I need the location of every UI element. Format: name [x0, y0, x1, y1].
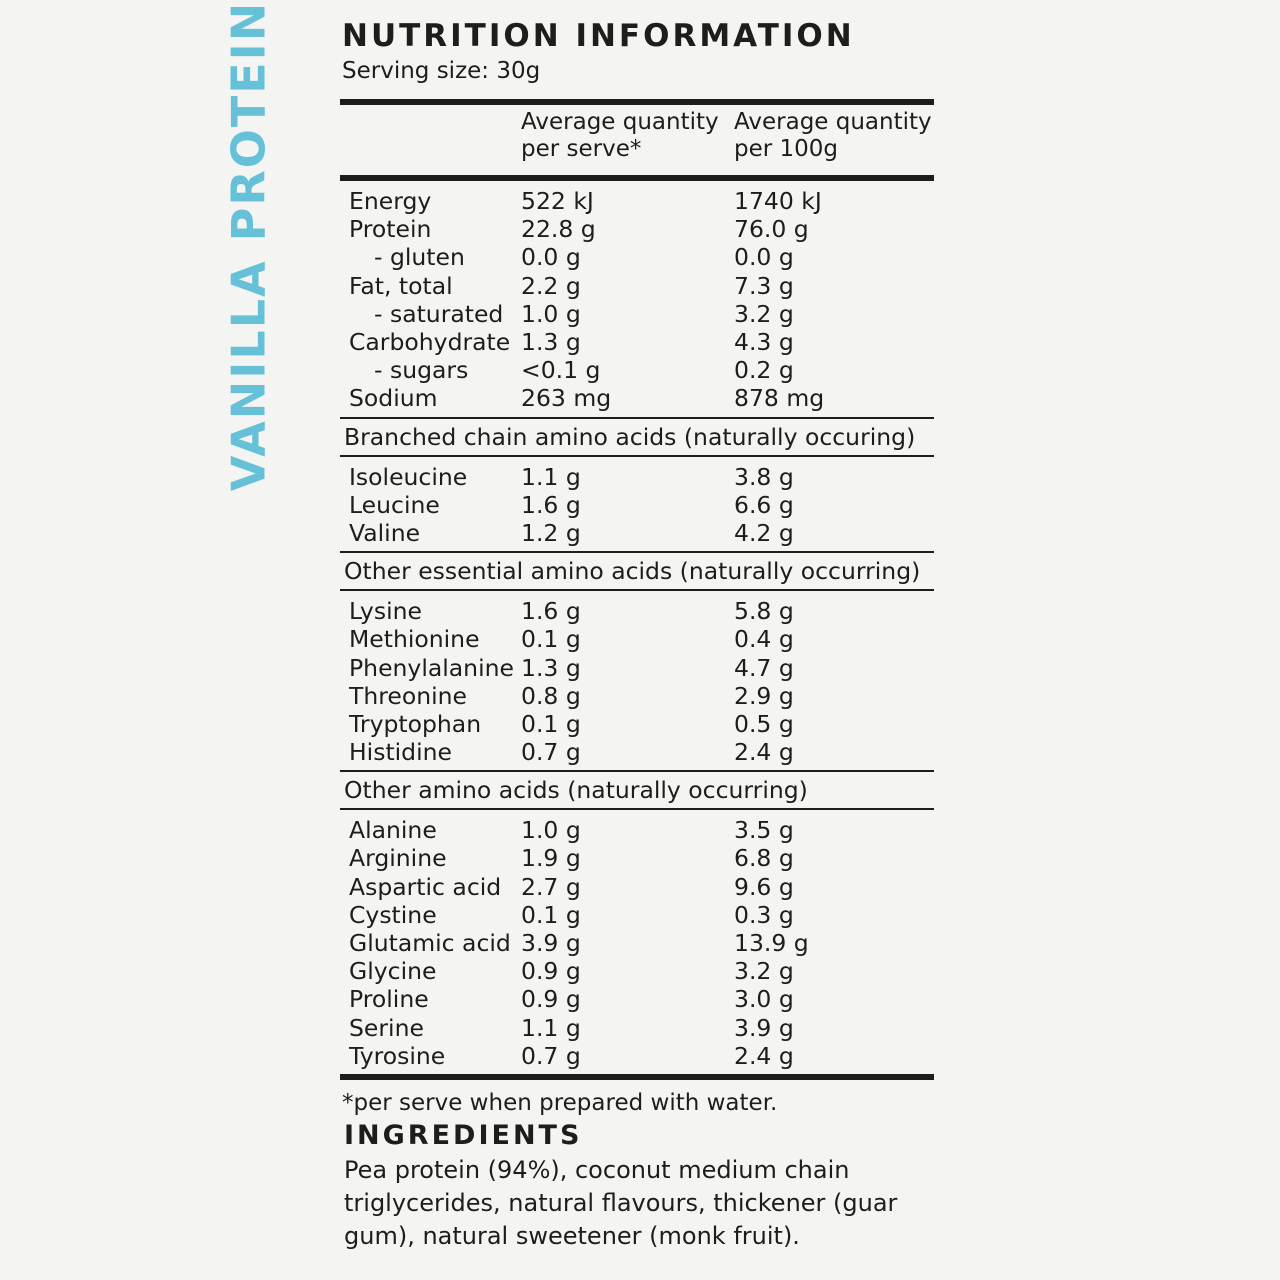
per-100g-value: 9.6 g — [734, 872, 794, 901]
per-100g-value: 4.3 g — [734, 328, 794, 357]
per-100g-value: 13.9 g — [734, 929, 809, 958]
table-row — [340, 1042, 934, 1070]
per-serve-value: 0.8 g — [521, 681, 581, 710]
table-row — [340, 682, 934, 710]
per-100g-value: 6.6 g — [734, 490, 794, 519]
table-row — [340, 738, 934, 766]
per-serve-value: 1.1 g — [521, 462, 581, 491]
table-row — [340, 929, 934, 957]
amino-acid-name: Lysine — [349, 597, 422, 626]
per-serve-value: 0.7 g — [521, 738, 581, 767]
table-row — [340, 844, 934, 872]
amino-acid-name: Tryptophan — [349, 709, 482, 738]
per-100g-value: 5.8 g — [734, 597, 794, 626]
per-serve-value: 0.9 g — [521, 957, 581, 986]
per-serve-value: 1.6 g — [521, 597, 581, 626]
table-row — [340, 463, 934, 491]
per-100g-value: 2.4 g — [734, 1041, 794, 1070]
amino-acid-name: Tyrosine — [349, 1041, 446, 1070]
per-100g-value: 3.2 g — [734, 957, 794, 986]
table-row — [340, 187, 934, 215]
amino-acid-name: Cystine — [349, 900, 437, 929]
nutrient-name: - gluten — [374, 243, 465, 272]
amino-acid-name: Histidine — [349, 738, 452, 767]
per-serve-value: <0.1 g — [521, 356, 601, 385]
nutrition-title: NUTRITION INFORMATION — [342, 18, 855, 54]
per-serve-value: 1.0 g — [521, 816, 581, 845]
amino-acid-name: Glycine — [349, 957, 437, 986]
per-serve-value: 0.1 g — [521, 900, 581, 929]
table-row — [340, 901, 934, 929]
table-row — [340, 300, 934, 328]
section-title-other: Other amino acids (naturally occurring) — [344, 776, 808, 805]
nutrient-name: - sugars — [374, 356, 469, 385]
per-serve-value: 0.0 g — [521, 243, 581, 272]
table-row — [340, 625, 934, 653]
table-row — [340, 816, 934, 844]
bcaa-rows — [340, 457, 934, 552]
per-100g-value: 0.5 g — [734, 709, 794, 738]
serving-size: Serving size: 30g — [342, 58, 541, 84]
per-serve-value: 1.6 g — [521, 490, 581, 519]
other-rows — [340, 810, 934, 1074]
section-title-essential: Other essential amino acids (naturally occurring) — [344, 557, 921, 586]
table-row — [340, 519, 934, 547]
column-header-per-serve: Average quantity per serve* — [521, 109, 719, 162]
per-100g-value: 0.3 g — [734, 900, 794, 929]
nutrient-name: Carbohydrate — [349, 328, 511, 357]
divider-bottom — [340, 1074, 934, 1080]
table-row — [340, 491, 934, 519]
per-100g-value: 0.0 g — [734, 243, 794, 272]
per-100g-value: 4.2 g — [734, 518, 794, 547]
per-serve-value: 1.2 g — [521, 518, 581, 547]
per-100g-value: 0.4 g — [734, 625, 794, 654]
per-serve-value: 22.8 g — [521, 215, 596, 244]
nutrient-name: Energy — [349, 187, 432, 216]
table-row — [340, 957, 934, 985]
per-100g-value: 76.0 g — [734, 215, 809, 244]
per-serve-value: 1.0 g — [521, 299, 581, 328]
per-100g-value: 2.4 g — [734, 738, 794, 767]
table-row — [340, 243, 934, 271]
column-header-per-100g: Average quantity per 100g — [734, 109, 932, 162]
per-100g-value: 1740 kJ — [734, 187, 822, 216]
per-100g-value: 6.8 g — [734, 844, 794, 873]
amino-acid-name: Proline — [349, 985, 429, 1014]
per-serve-value: 1.1 g — [521, 1013, 581, 1042]
table-row — [340, 328, 934, 356]
table-row — [340, 272, 934, 300]
per-serve-value: 0.1 g — [521, 625, 581, 654]
per-serve-value: 0.7 g — [521, 1041, 581, 1070]
table-row — [340, 215, 934, 243]
per-100g-value: 2.9 g — [734, 681, 794, 710]
per-100g-value: 3.2 g — [734, 299, 794, 328]
per-100g-value: 3.5 g — [734, 816, 794, 845]
per-serve-value: 3.9 g — [521, 929, 581, 958]
per-serve-value: 0.1 g — [521, 709, 581, 738]
per-serve-value: 522 kJ — [521, 187, 594, 216]
table-row — [340, 597, 934, 625]
per-serve-value: 2.2 g — [521, 271, 581, 300]
amino-acid-name: Methionine — [349, 625, 480, 654]
footnote: *per serve when prepared with water. — [342, 1089, 778, 1116]
per-serve-value: 0.9 g — [521, 985, 581, 1014]
per-serve-value: 263 mg — [521, 384, 612, 413]
nutrition-panel — [340, 16, 934, 1253]
per-serve-value: 1.3 g — [521, 328, 581, 357]
amino-acid-name: Isoleucine — [349, 462, 468, 491]
amino-acid-name: Phenylalanine — [349, 653, 514, 682]
column-header-name — [340, 109, 521, 175]
table-row — [340, 1014, 934, 1042]
per-100g-value: 0.2 g — [734, 356, 794, 385]
amino-acid-name: Arginine — [349, 844, 447, 873]
per-100g-value: 878 mg — [734, 384, 825, 413]
amino-acid-name: Glutamic acid — [349, 929, 511, 958]
amino-acid-name: Serine — [349, 1013, 424, 1042]
ingredients-text: Pea protein (94%), coconut medium chain triglycerides, natural flavours, thickener (guar gum), natural sweetener (monk fruit). — [344, 1155, 898, 1250]
per-100g-value: 7.3 g — [734, 271, 794, 300]
nutrient-name: - saturated — [374, 299, 504, 328]
column-header-row — [340, 105, 934, 175]
table-row — [340, 710, 934, 738]
per-100g-value: 4.7 g — [734, 653, 794, 682]
per-100g-value: 3.9 g — [734, 1013, 794, 1042]
section-title-bcaa: Branched chain amino acids (naturally occuring) — [344, 422, 916, 451]
table-row — [340, 653, 934, 681]
amino-acid-name: Aspartic acid — [349, 872, 502, 901]
table-row — [340, 985, 934, 1013]
amino-acid-name: Threonine — [349, 681, 468, 710]
per-100g-value: 3.8 g — [734, 462, 794, 491]
table-row — [340, 384, 934, 412]
per-serve-value: 2.7 g — [521, 872, 581, 901]
nutrient-rows — [340, 181, 934, 417]
nutrient-name: Protein — [349, 215, 432, 244]
essential-rows — [340, 591, 934, 770]
per-serve-value: 1.3 g — [521, 653, 581, 682]
product-name-vertical — [221, 0, 275, 492]
amino-acid-name: Valine — [349, 518, 421, 547]
nutrient-name: Fat, total — [349, 271, 453, 300]
amino-acid-name: Leucine — [349, 490, 440, 519]
nutrient-name: Sodium — [349, 384, 438, 413]
product-name-text: VANILLA PROTEIN — [221, 0, 275, 492]
per-serve-value: 1.9 g — [521, 844, 581, 873]
ingredients-title: INGREDIENTS — [344, 1119, 583, 1151]
per-100g-value: 3.0 g — [734, 985, 794, 1014]
table-row — [340, 873, 934, 901]
amino-acid-name: Alanine — [349, 816, 437, 845]
table-row — [340, 356, 934, 384]
